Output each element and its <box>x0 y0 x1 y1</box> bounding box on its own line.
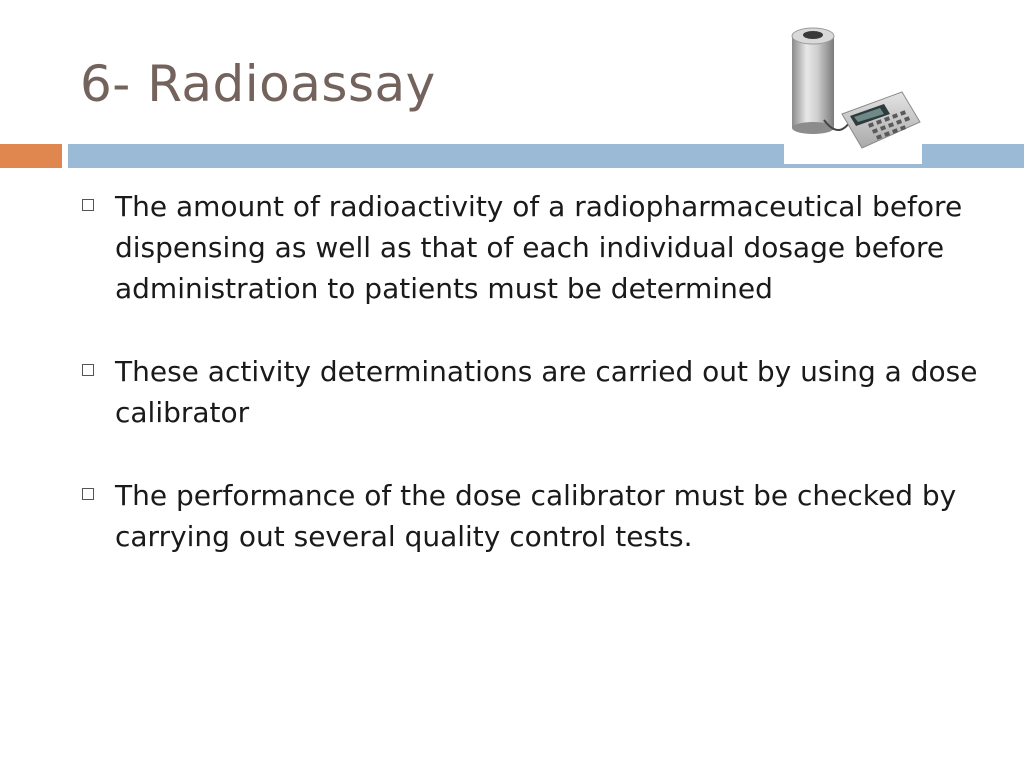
bullet-item <box>78 186 998 309</box>
bullet-text: The performance of the dose calibrator must be checked by carrying out several quality control tests. <box>115 479 957 553</box>
accent-bar <box>0 144 62 168</box>
bullet-item <box>78 475 998 557</box>
square-bullet-icon <box>82 199 94 211</box>
square-bullet-icon <box>82 488 94 500</box>
dose-calibrator-icon <box>784 18 922 164</box>
dose-calibrator-image <box>784 18 922 164</box>
square-bullet-icon <box>82 364 94 376</box>
bullet-text: The amount of radioactivity of a radiopharmaceutical before dispensing as well as that of each individual dosage before administration to patients must be determined <box>115 190 963 305</box>
bullet-text: These activity determinations are carried out by using a dose calibrator <box>115 355 978 429</box>
bullet-list <box>78 186 998 557</box>
slide-title: 6- Radioassay <box>80 55 436 113</box>
bullet-item <box>78 351 998 433</box>
